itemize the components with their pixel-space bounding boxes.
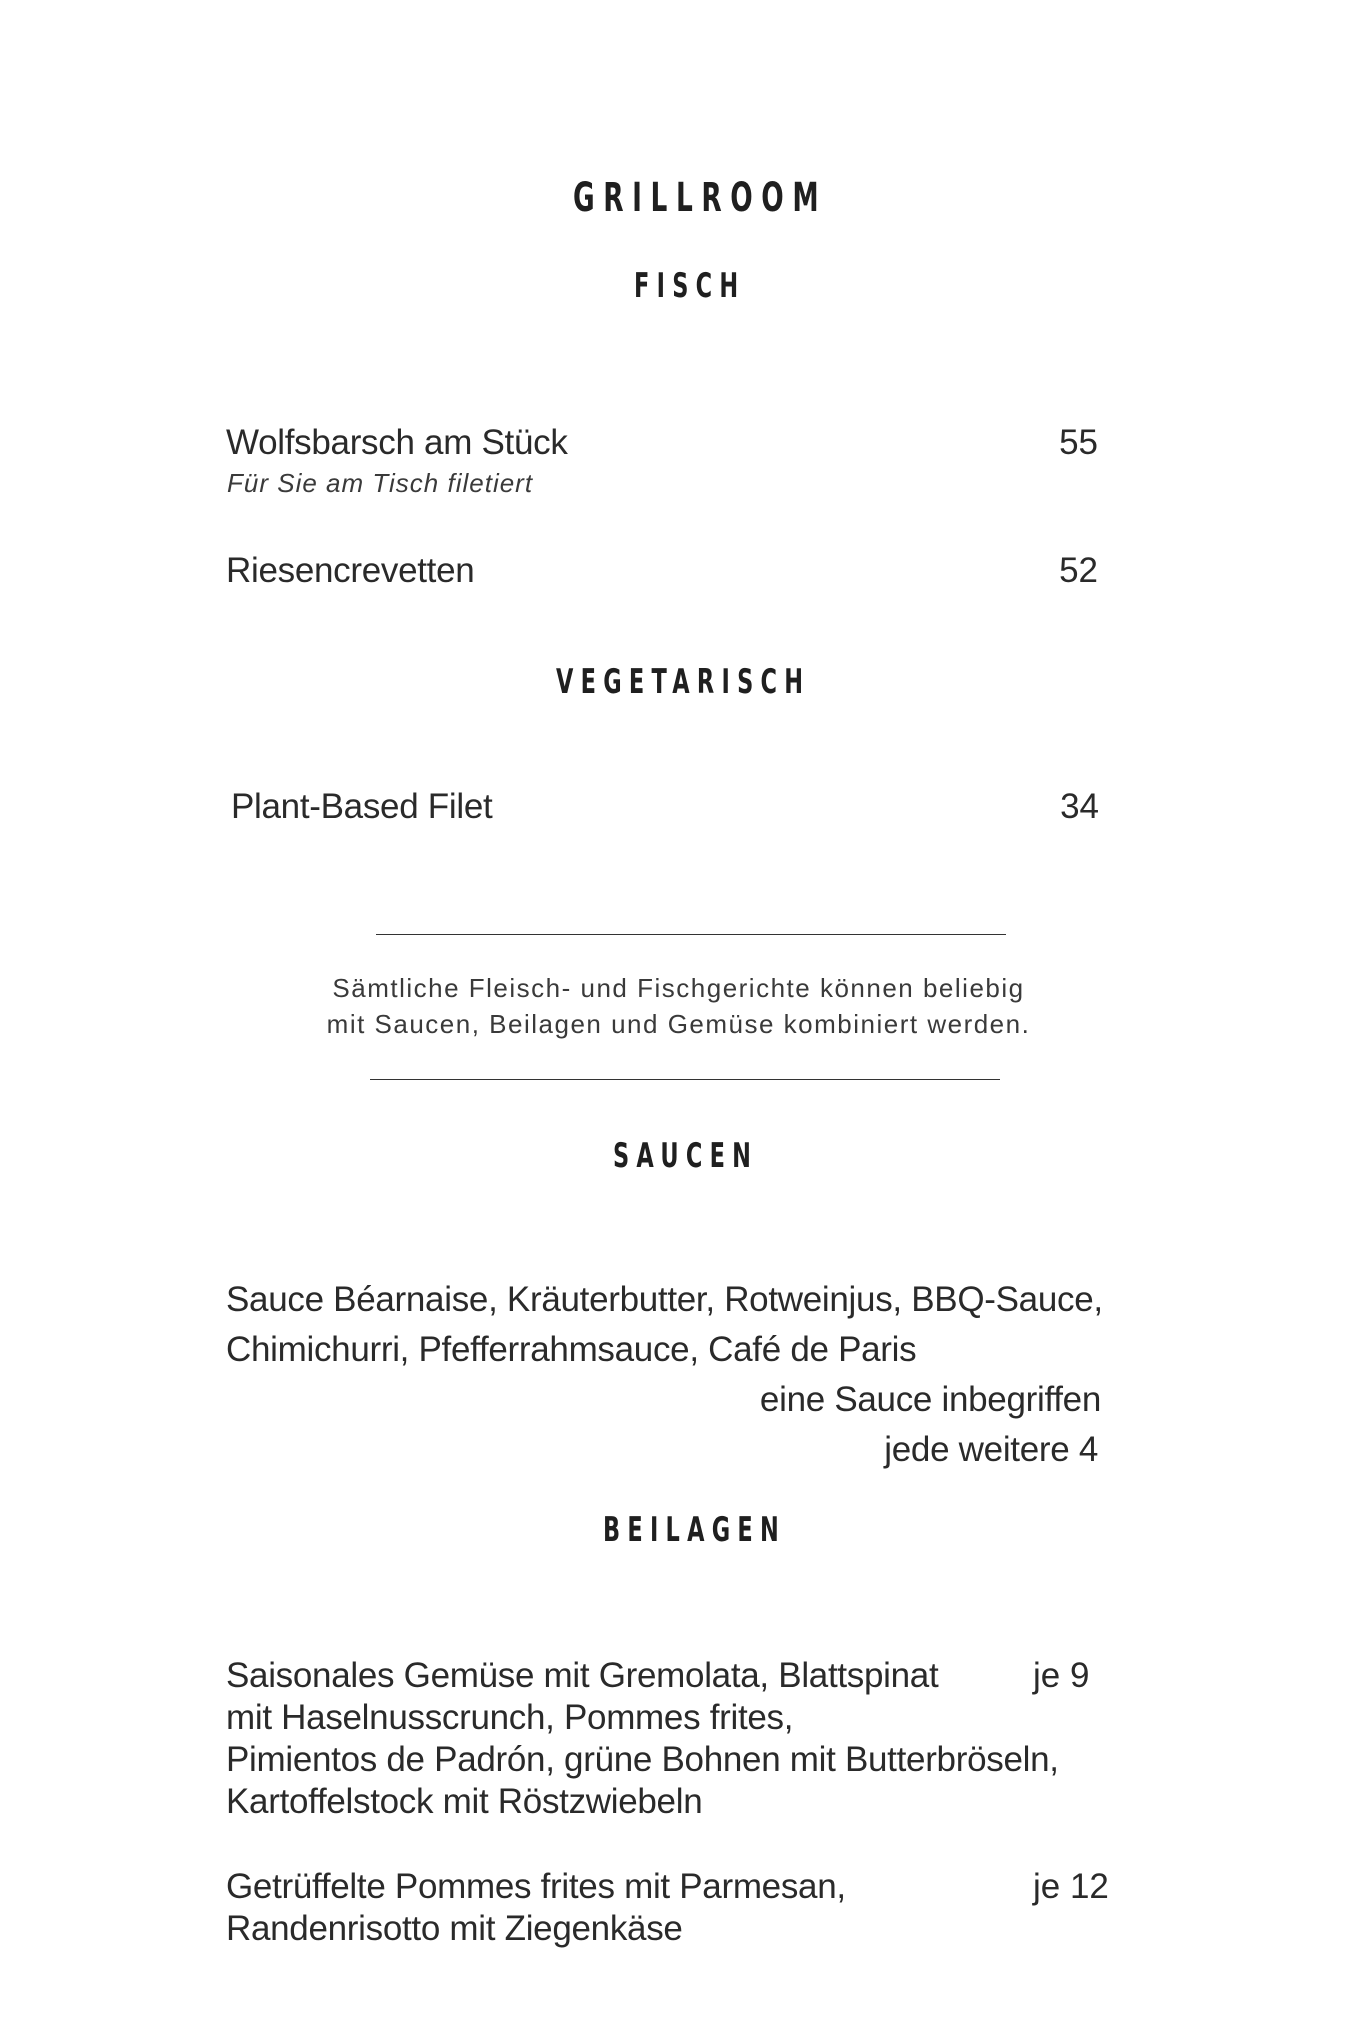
section-heading-saucen: SAUCEN: [613, 1136, 759, 1176]
divider-bottom: [370, 1079, 1000, 1080]
section-heading-fisch: FISCH: [634, 266, 746, 306]
sides-line: Getrüffelte Pommes frites mit Parmesan,: [226, 1867, 846, 1906]
menu-item-price: 52: [1059, 551, 1098, 590]
divider-top: [376, 934, 1006, 935]
notice-line-2: mit Saucen, Beilagen und Gemüse kombiniert werden.: [326, 1009, 1031, 1039]
menu-item-name: Wolfsbarsch am Stück: [226, 423, 568, 462]
notice-line-1: Sämtliche Fleisch- und Fischgerichte können beliebig: [332, 973, 1025, 1003]
section-heading-vegetarisch: VEGETARISCH: [556, 662, 811, 702]
sides-line: Randenrisotto mit Ziegenkäse: [226, 1909, 683, 1948]
sides-line: Kartoffelstock mit Röstzwiebeln: [226, 1782, 703, 1821]
section-heading-beilagen: BEILAGEN: [603, 1510, 787, 1550]
sauces-list-line-2: Chimichurri, Pfefferrahmsauce, Café de Paris: [226, 1330, 917, 1369]
sides-price: je 12: [1033, 1867, 1109, 1906]
menu-item-name: Plant-Based Filet: [231, 787, 493, 826]
sides-line: mit Haselnusscrunch, Pommes frites,: [226, 1698, 794, 1737]
menu-item-name: Riesencrevetten: [226, 551, 475, 590]
sauce-extra-price: jede weitere 4: [884, 1430, 1098, 1469]
sides-line: Pimientos de Padrón, grüne Bohnen mit Butterbröseln,: [226, 1740, 1059, 1779]
sauce-included-note: eine Sauce inbegriffen: [759, 1380, 1101, 1419]
menu-title: GRILLROOM: [573, 175, 828, 221]
menu-item-note: Für Sie am Tisch filetiert: [227, 468, 534, 498]
sauces-list-line-1: Sauce Béarnaise, Kräuterbutter, Rotweinjus, BBQ-Sauce,: [226, 1280, 1103, 1319]
menu-item-price: 34: [1060, 787, 1099, 826]
menu-item-price: 55: [1059, 423, 1098, 462]
sides-line: Saisonales Gemüse mit Gremolata, Blattspinat: [226, 1656, 939, 1695]
sides-price: je 9: [1033, 1656, 1090, 1695]
